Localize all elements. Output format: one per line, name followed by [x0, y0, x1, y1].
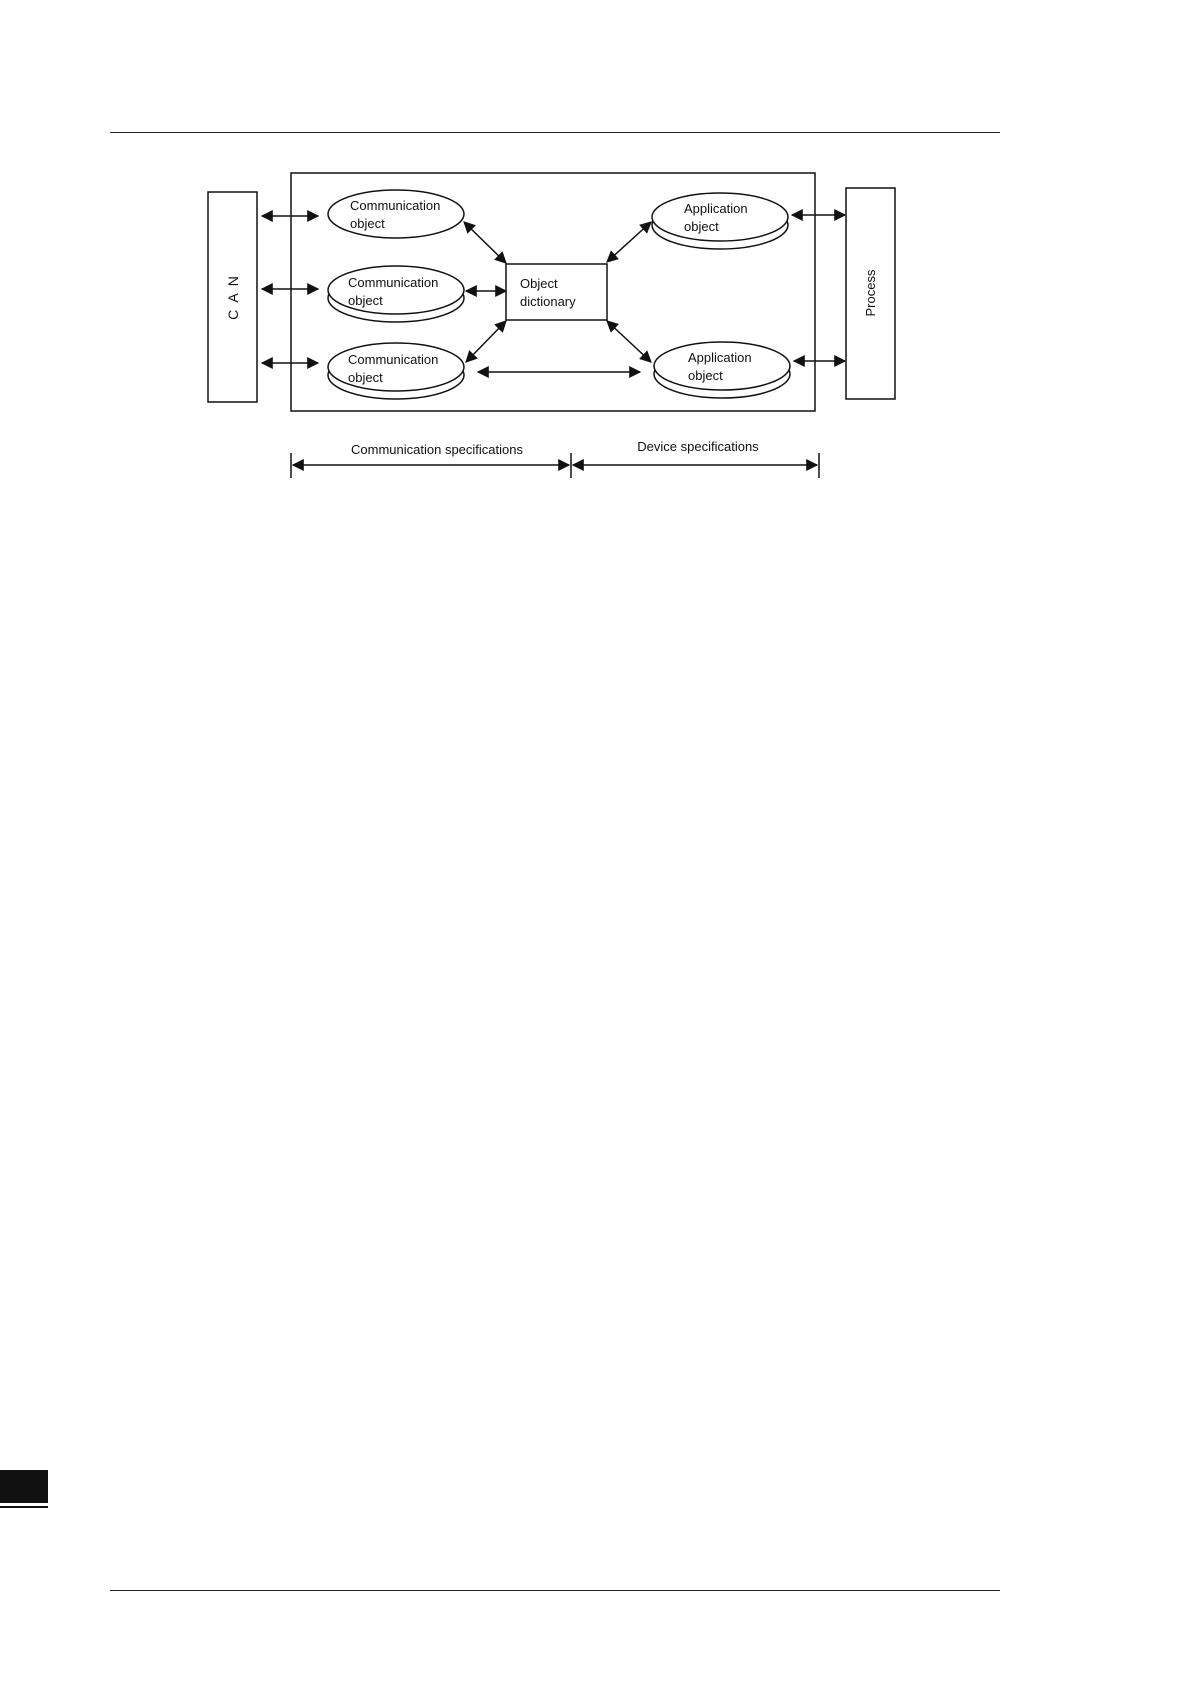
communication-object-3	[328, 343, 464, 399]
object-dictionary-label-line2: dictionary	[520, 294, 576, 309]
communication-object-3-line2: object	[348, 370, 383, 385]
communication-object-1	[328, 190, 464, 238]
communication-object-3-line1: Communication	[348, 352, 439, 367]
object-dictionary-box	[506, 264, 607, 320]
arrow-comm-1-dictionary	[464, 222, 506, 263]
application-object-1-line1: Application	[684, 201, 748, 216]
application-object-1	[652, 193, 788, 249]
communication-object-2	[328, 266, 464, 322]
communication-object-2-line2: object	[348, 293, 383, 308]
can-label: C A N	[225, 274, 241, 320]
device-specifications-label: Device specifications	[637, 439, 759, 454]
arrow-dictionary-app-2	[607, 321, 651, 362]
communication-object-1-line1: Communication	[350, 198, 441, 213]
arrow-dictionary-app-1	[607, 222, 651, 262]
communication-object-2-line1: Communication	[348, 275, 439, 290]
arrow-comm-3-dictionary	[466, 321, 506, 362]
application-object-2-line1: Application	[688, 350, 752, 365]
communication-object-1-line2: object	[350, 216, 385, 231]
process-label: Process	[863, 269, 878, 317]
communication-specifications-label: Communication specifications	[351, 442, 523, 457]
application-object-1-line2: object	[684, 219, 719, 234]
application-object-2-line2: object	[688, 368, 723, 383]
application-object-2	[654, 342, 790, 398]
object-dictionary-label-line1: Object	[520, 276, 558, 291]
